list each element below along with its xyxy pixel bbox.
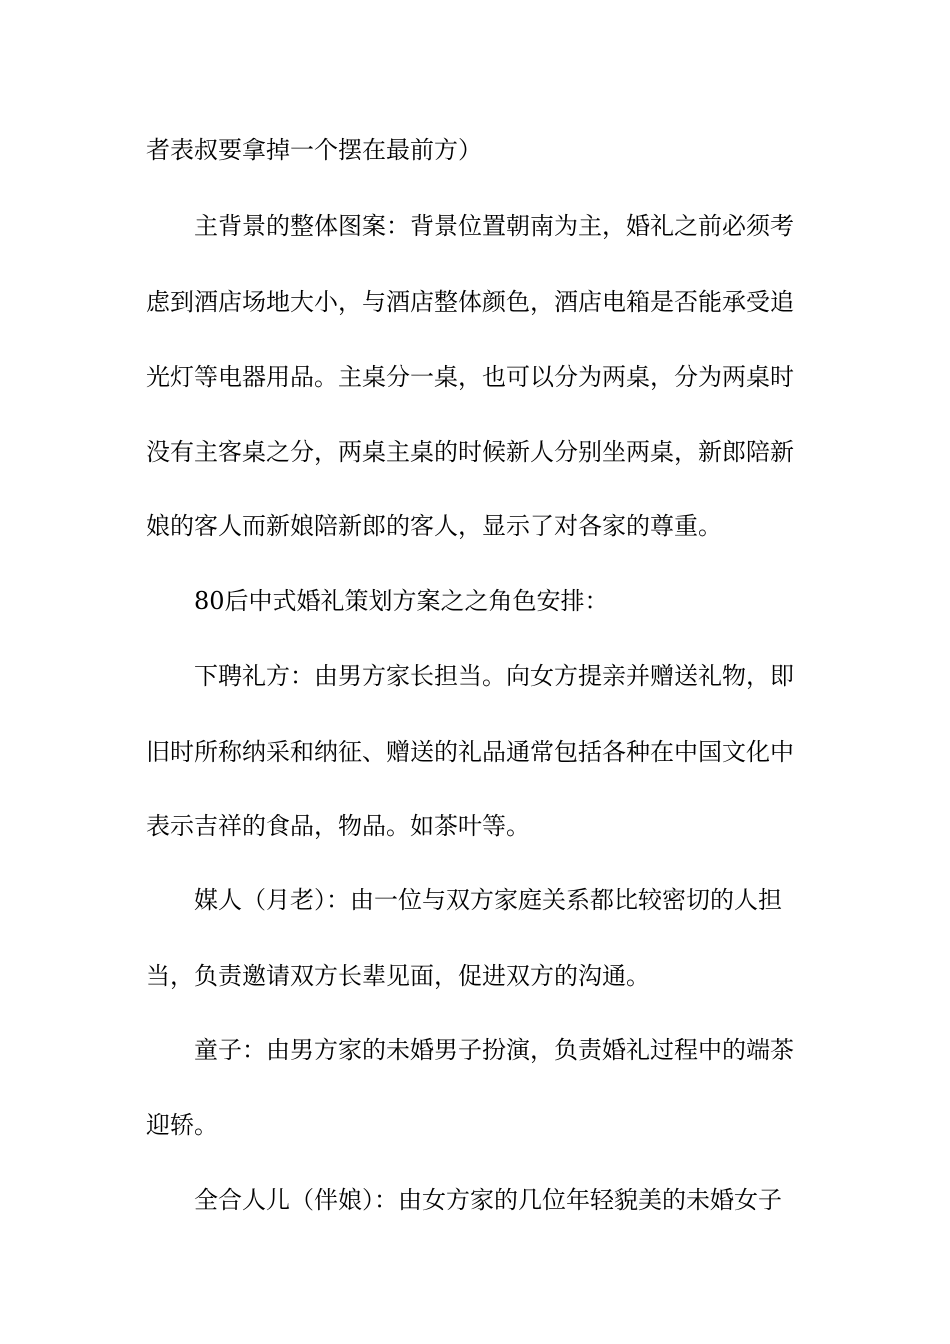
text-line: 当，负责邀请双方长辈见面，促进双方的沟通。 (146, 962, 650, 990)
text-line: 者表叔要拿掉一个摆在最前方） (146, 136, 482, 164)
paragraph-first-line: 媒人（月老）：由一位与双方家庭关系都比较密切的人担 (194, 886, 782, 914)
section-heading: 80后中式婚礼策划方案之之角色安排： (194, 587, 609, 615)
paragraph-first-line: 主背景的整体图案：背景位置朝南为主，婚礼之前必须考 (194, 212, 794, 240)
text-line: 迎轿。 (146, 1111, 218, 1139)
paragraph-first-line: 全合人儿（伴娘）：由女方家的几位年轻貌美的未婚女子 (194, 1186, 782, 1214)
paragraph-first-line: 下聘礼方：由男方家长担当。向女方提亲并赠送礼物，即 (194, 662, 794, 690)
text-line: 虑到酒店场地大小，与酒店整体颜色，酒店电箱是否能承受追 (146, 288, 794, 316)
text-line: 娘的客人而新娘陪新郎的客人，显示了对各家的尊重。 (146, 512, 722, 540)
text-line: 旧时所称纳采和纳征、赠送的礼品通常包括各种在中国文化中 (146, 738, 794, 766)
text-line: 没有主客桌之分，两桌主桌的时候新人分别坐两桌，新郎陪新 (146, 438, 794, 466)
text-line: 表示吉祥的食品，物品。如茶叶等。 (146, 812, 530, 840)
text-line: 光灯等电器用品。主桌分一桌，也可以分为两桌，分为两桌时 (146, 363, 794, 391)
paragraph-first-line: 童子：由男方家的未婚男子扮演，负责婚礼过程中的端茶 (194, 1036, 794, 1064)
